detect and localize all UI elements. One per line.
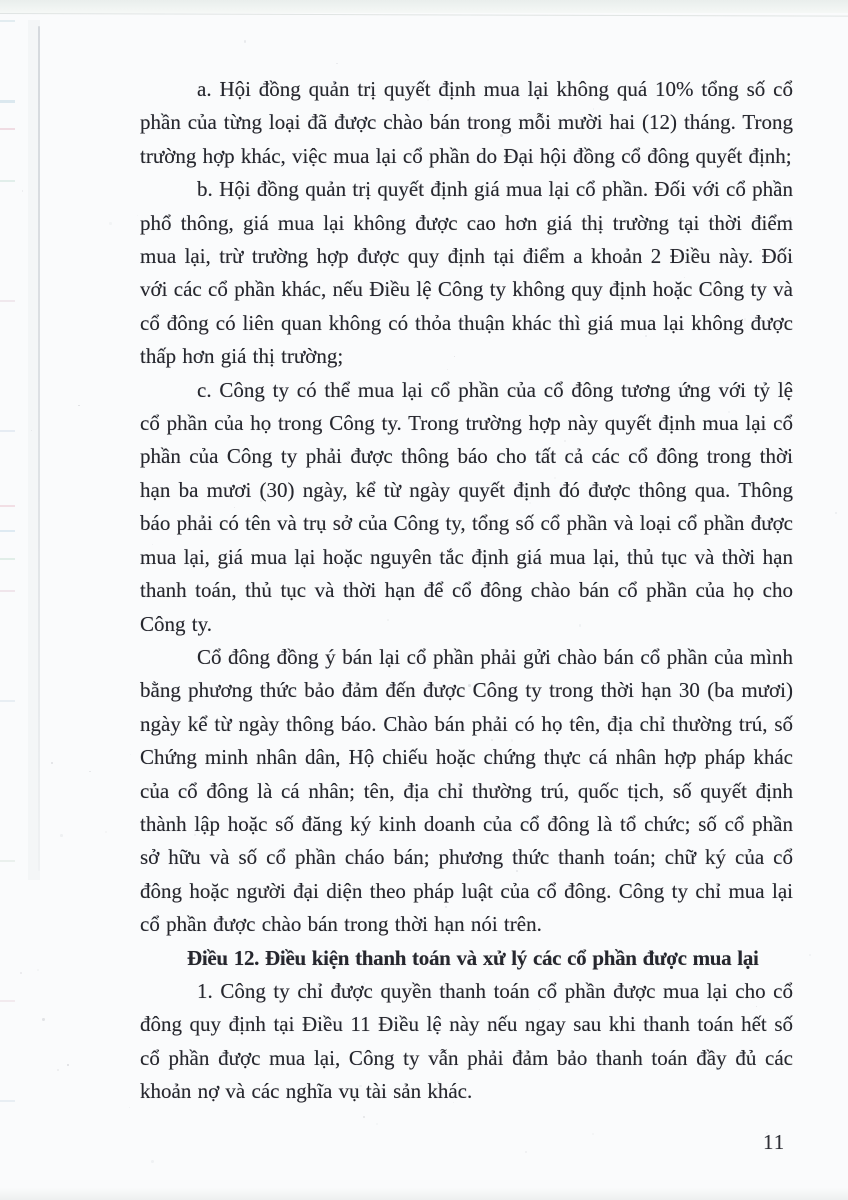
document-body [140, 73, 793, 1109]
scan-edge-bottom-band [0, 1188, 848, 1200]
page-number: 11 [763, 1130, 786, 1154]
paragraph-buyback-point-c: c. Công ty có thể mua lại cổ phần của cổ đông tương ứng với tỷ lệ cổ phần của họ trong Công ty. Trong trường hợp này quyết định mua lại cổ phần của Công ty phải được thông báo cho tất cả các cổ đông trong thời hạn ba mươi (30) ngày, kể từ ngày quyết định đó được thông qua. Thông báo phải có tên và trụ sở của Công ty, tổng số cổ phần và loại cổ phần được mua lại, giá mua lại hoặc nguyên tắc định giá mua lại, thủ tục và thời hạn thanh toán, thủ tục và thời hạn để cổ đông chào bán cổ phần của họ cho Công ty. [140, 377, 793, 636]
scan-page-edge-shadow-soft [28, 20, 40, 880]
scan-page-edge-shadow-line [38, 26, 40, 871]
paragraph-buyback-point-a: a. Hội đồng quản trị quyết định mua lại không quá 10% tổng số cổ phần của từng loại đã được chào bán trong mỗi mười hai (12) tháng. Trong trường hợp khác, việc mua lại cổ phần do Đại hội đồng cổ đông quyết định; [140, 77, 793, 168]
paragraph-article-12-clause-1: 1. Công ty chỉ được quyền thanh toán cổ phần được mua lại cho cổ đông quy định tại Điều 11 Điều lệ này nếu ngay sau khi thanh toán hết số cổ phần được mua lại, Công ty vẫn phải đảm bảo thanh toán đầy đủ các khoản nợ và các nghĩa vụ tài sản khác. [140, 978, 793, 1104]
paragraph-buyback-point-b: b. Hội đồng quản trị quyết định giá mua lại cổ phần. Đối với cổ phần phổ thông, giá mua lại không được cao hơn giá thị trường tại thời điểm mua lại, trừ trường hợp được quy định tại điểm a khoản 2 Điều này. Đối với các cổ phần khác, nếu Điều lệ Công ty không quy định hoặc Công ty và cổ đông có liên quan không có thỏa thuận khác thì giá mua lại không được thấp hơn giá thị trường; [140, 177, 793, 369]
paragraph-share-offer-notice: Cổ đông đồng ý bán lại cổ phần phải gửi chào bán cổ phần của mình bằng phương thức bảo đảm đến được Công ty trong thời hạn 30 (ba mươi) ngày kể từ ngày thông báo. Chào bán phải có họ tên, địa chỉ thường trú, số Chứng minh nhân dân, Hộ chiếu hoặc chứng thực cá nhân hợp pháp khác của cổ đông là cá nhân; tên, địa chỉ thường trú, quốc tịch, số quyết định thành lập hoặc số đăng ký kinh doanh của cổ đông là tổ chức; số cổ phần sở hữu và số cổ phần cháo bán; phương thức thanh toán; chữ ký của cổ đông hoặc người đại diện theo pháp luật của cổ đông. Công ty chỉ mua lại cổ phần được chào bán trong thời hạn nói trên. [140, 644, 793, 937]
scan-edge-top-band [0, 0, 848, 13]
heading-article-12: Điều 12. Điều kiện thanh toán và xử lý các cổ phần được mua lại [187, 945, 759, 970]
